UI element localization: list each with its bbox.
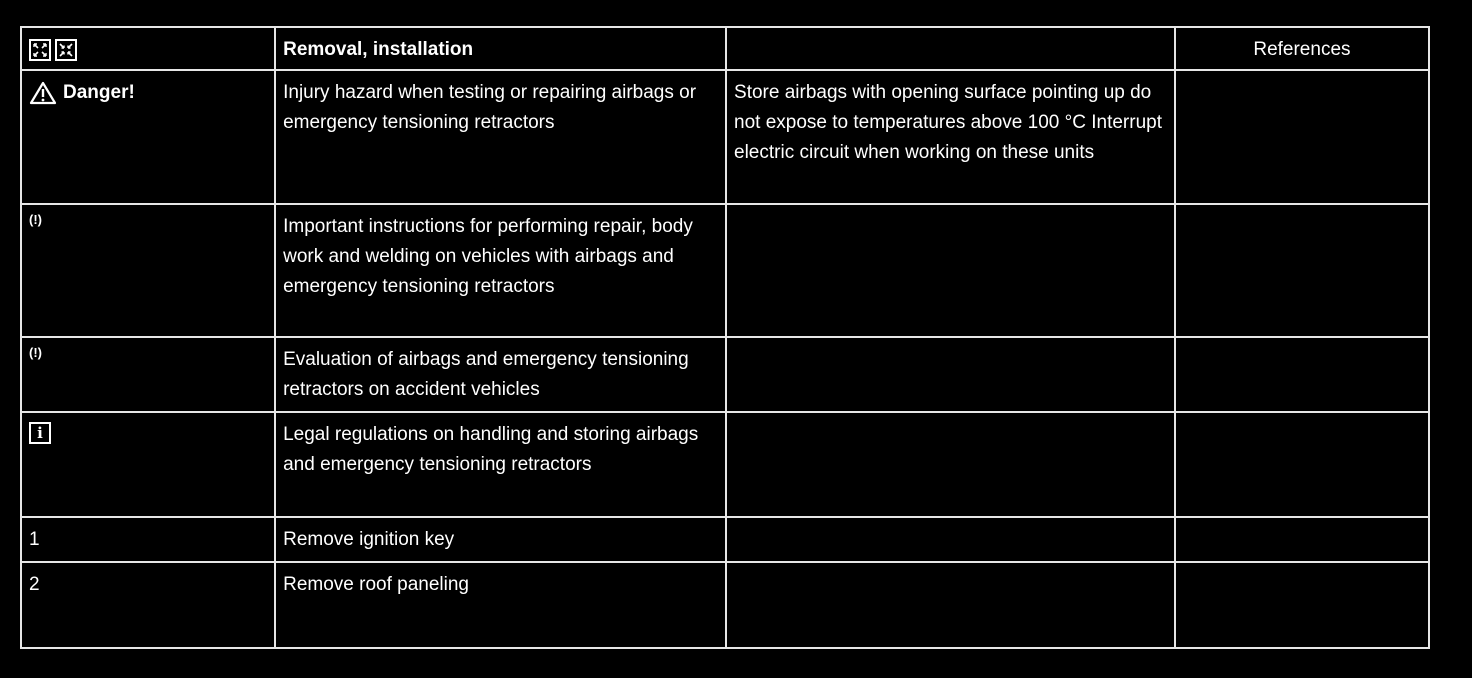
- note-icon: (!): [29, 212, 42, 227]
- marker-cell: [21, 204, 275, 337]
- description-cell: Remove ignition key: [275, 517, 726, 562]
- description-cell: Important instructions for performing repair, body work and welding on vehicles with airbags and emergency tensioning retractors: [275, 204, 726, 337]
- table-row-step-2: [21, 562, 1429, 648]
- note-icon: (!): [29, 345, 42, 360]
- warning-triangle-icon: [29, 81, 57, 105]
- note-cell: [726, 562, 1175, 648]
- reference-cell: [1175, 562, 1429, 648]
- reference-cell: [1175, 412, 1429, 517]
- note-cell: [726, 517, 1175, 562]
- step-number: 1: [21, 517, 275, 562]
- header-row: [21, 27, 1429, 70]
- reference-cell: [1175, 70, 1429, 204]
- description-cell: Remove roof paneling: [275, 562, 726, 648]
- description-cell: Injury hazard when testing or repairing airbags or emergency tensioning retractors: [275, 70, 726, 204]
- reference-cell: [1175, 204, 1429, 337]
- table-row-evaluation: [21, 337, 1429, 412]
- assemble-icon: [55, 39, 77, 61]
- note-cell: Store airbags with opening surface pointing up do not expose to temperatures above 100 °C Interrupt electric circuit when working on these units: [726, 70, 1175, 204]
- table-row-important: [21, 204, 1429, 337]
- reference-cell: [1175, 337, 1429, 412]
- marker-cell: [21, 337, 275, 412]
- marker-cell: [21, 70, 275, 204]
- note-cell: [726, 204, 1175, 337]
- header-title: Removal, installation: [275, 27, 726, 70]
- info-icon: i: [29, 422, 51, 444]
- danger-label: Danger!: [63, 82, 135, 103]
- table-row-legal: [21, 412, 1429, 517]
- procedure-table: [20, 26, 1430, 649]
- reference-cell: [1175, 517, 1429, 562]
- table-row-step-1: [21, 517, 1429, 562]
- description-cell: Evaluation of airbags and emergency tensioning retractors on accident vehicles: [275, 337, 726, 412]
- header-empty-cell: [726, 27, 1175, 70]
- note-cell: [726, 337, 1175, 412]
- step-number: 2: [21, 562, 275, 648]
- danger-marker: [29, 78, 135, 108]
- table-row-danger: [21, 70, 1429, 204]
- references-label: References: [1175, 27, 1429, 70]
- marker-cell: [21, 412, 275, 517]
- description-cell: Legal regulations on handling and storing airbags and emergency tensioning retractors: [275, 412, 726, 517]
- disassemble-icon: [29, 39, 51, 61]
- header-icons-cell: [21, 27, 275, 70]
- note-cell: [726, 412, 1175, 517]
